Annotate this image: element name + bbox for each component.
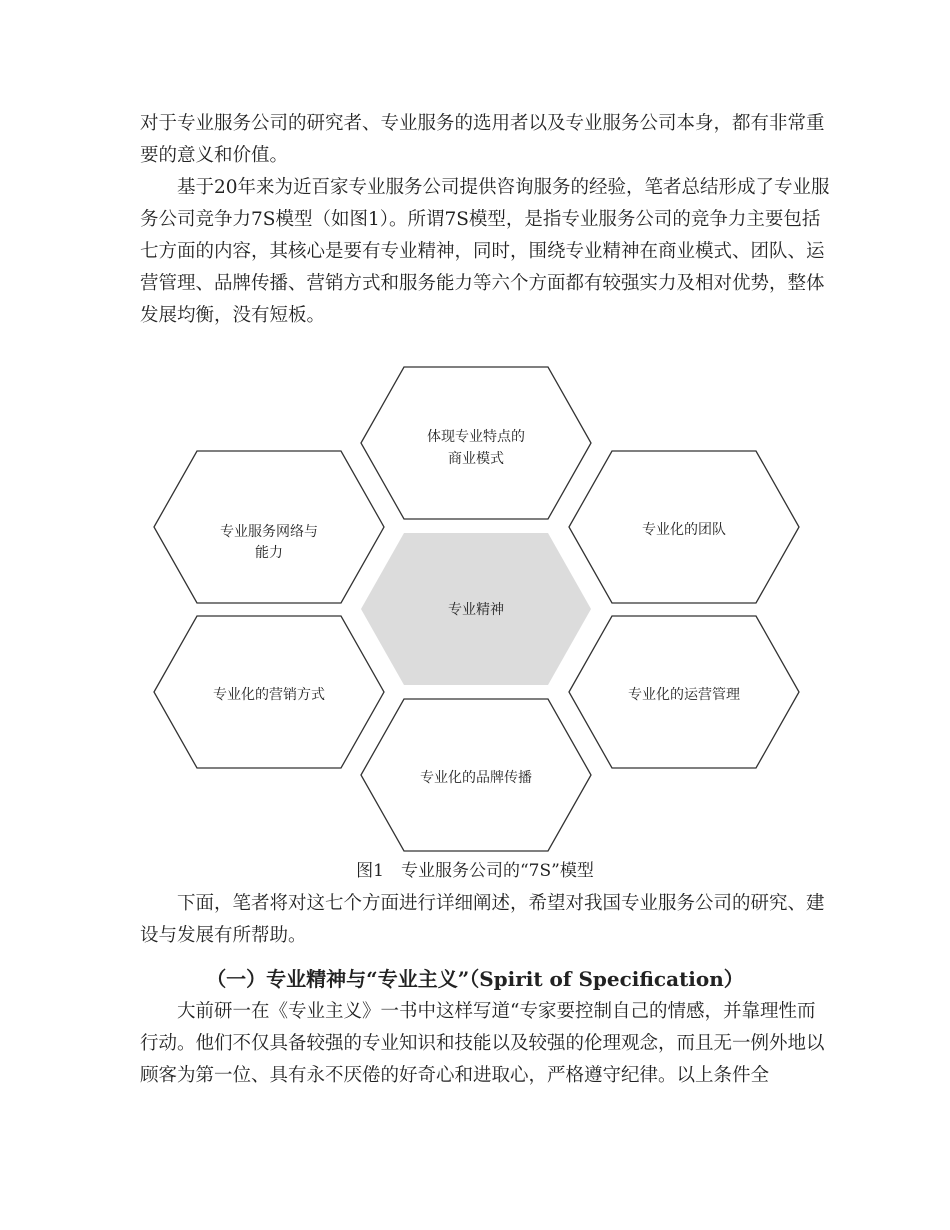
paragraph-3: 下面，笔者将对这七个方面进行详细阐述，希望对我国专业服务公司的研究、建设与发展有所帮助。 xyxy=(140,893,825,946)
hex-top-line-2: 商业模式 xyxy=(448,451,504,467)
paragraph-1: 对于专业服务公司的研究者、专业服务的选用者以及专业服务公司本身，都有非常重要的意义和价值。 xyxy=(140,113,825,166)
seven-s-diagram xyxy=(0,360,950,860)
hex-bottom-label: 专业化的品牌传播 xyxy=(420,770,532,786)
hex-upper-left-line-2: 能力 xyxy=(255,545,283,561)
hex-bottom xyxy=(361,699,591,851)
hex-upper-right xyxy=(569,451,799,603)
hex-upper-left xyxy=(154,451,384,603)
hex-top-line-1: 体现专业特点的 xyxy=(427,429,525,445)
hex-lower-left-label: 专业化的营销方式 xyxy=(213,687,325,703)
hex-center-label: 专业精神 xyxy=(448,602,504,618)
hex-lower-right-label: 专业化的运营管理 xyxy=(628,687,740,703)
hex-upper-left-line-1: 专业服务网络与 xyxy=(220,524,318,540)
figure-caption: 图1 专业服务公司的“7S”模型 xyxy=(356,861,594,881)
paragraph-5: 大前研一在《专业主义》一书中这样写道“专家要控制自己的情感，并靠理性而行动。他们不仅具备较强的专业知识和技能以及较强的伦理观念，而且无一例外地以顾客为第一位、具有永不厌倦的好奇心和进取心，严格遵守纪律。以上条件全 xyxy=(140,1001,825,1086)
hex-center xyxy=(361,533,591,685)
hex-lower-left xyxy=(154,616,384,768)
paragraph-2: 基于20年来为近百家专业服务公司提供咨询服务的经验，笔者总结形成了专业服务公司竞争力7S模型（如图1）。所谓7S模型，是指专业服务公司的竞争力主要包括七方面的内容，其核心是要有专业精神，同时，围绕专业精神在商业模式、团队、运营管理、品牌传播、营销方式和服务能力等六个方面都有较强实力及相对优势，整体发展均衡，没有短板。 xyxy=(140,177,830,326)
hex-lower-right xyxy=(569,616,799,768)
hex-top xyxy=(361,367,591,519)
section-heading: （一）专业精神与“专业主义”（Spirit of Specification） xyxy=(206,967,744,991)
hex-upper-right-label: 专业化的团队 xyxy=(642,522,726,538)
